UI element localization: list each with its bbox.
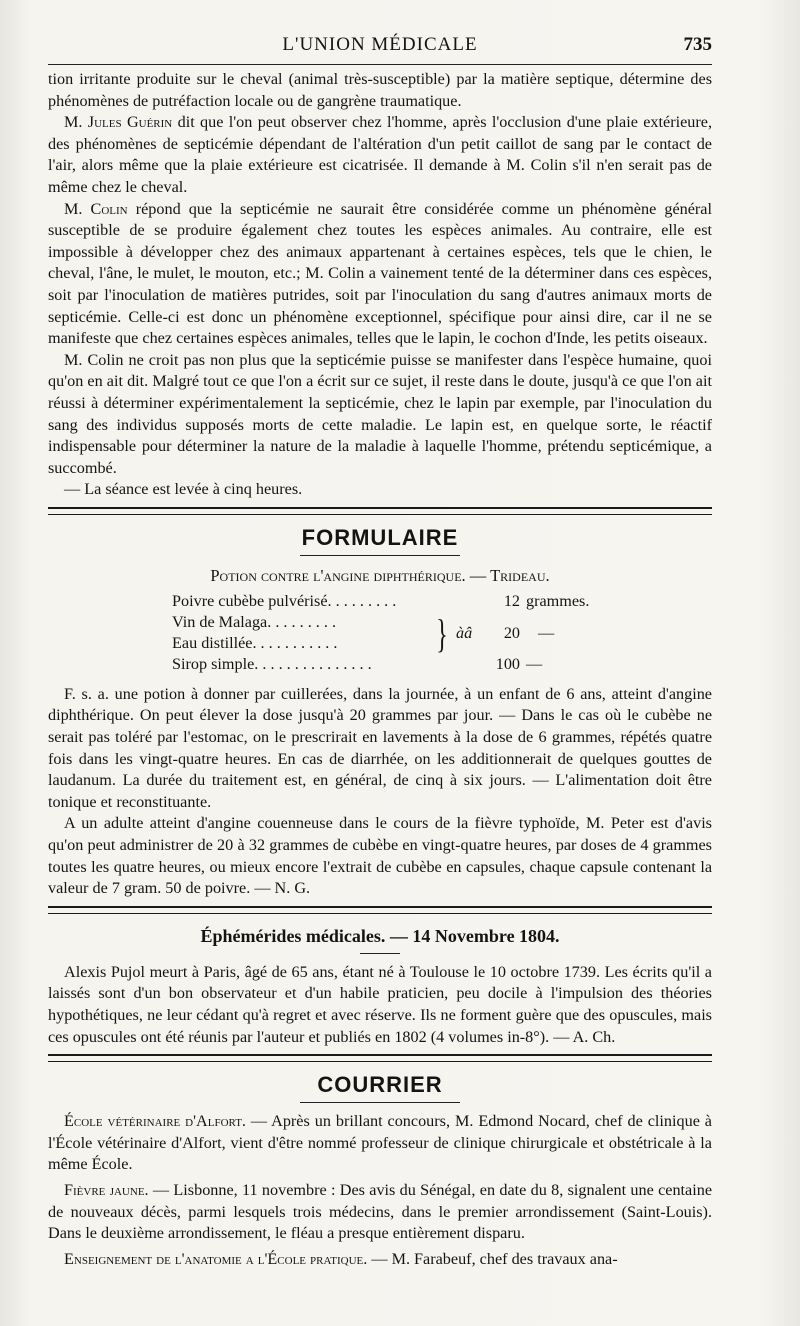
report-paragraph [48,112,712,198]
news-item [48,1249,712,1271]
session-closing: — La séance est levée à cinq heures. [64,480,303,499]
heading-underline [300,1102,460,1103]
recipe-title: Potion contre l'angine diphthérique. — Trideau. [210,565,550,585]
news-item-lead: École vétérinaire d'Alfort. [64,1112,246,1131]
news-item [48,1111,712,1176]
section-divider [48,906,712,914]
ephemerides-section [48,926,712,1048]
news-item [48,1180,712,1245]
ingredient-name: Vin de Malaga. . . . . . . . . [172,612,337,631]
heading-underline [360,953,400,954]
ingredient-group [172,610,712,656]
report-paragraph: tion irritante produite sur le cheval (animal très-susceptible) par la matière septique, détermine des phénomènes de putréfaction locale ou de gangrène traumatique. [48,70,712,110]
ingredient-row [172,634,428,655]
ingredient-row [172,592,712,613]
brace-glyph: } [436,610,448,656]
speaker-name: M. Colin [64,199,128,218]
speaker-name: M. Jules Guérin [64,113,173,132]
page-number: 735 [683,34,712,55]
report-paragraph: M. Colin ne croit pas non plus que la septicémie puisse se manifester dans l'espèce humaine, quoi qu'on en ait dit. Malgré tout ce que l'on a écrit sur ce sujet, il reste dans le doute, jusqu'à ce que l'on ait réussi à déterminer expérimentalement la septicémie, chez le lapin par exemple, par l'inoculation du sang des individus supposés morts de cette maladie. Le lapin est, en quelque sorte, le réactif indispensable pour déterminer la nature de la maladie à laquelle l'homme, prétendu septicémique, a succombé. [48,350,712,477]
society-report [48,69,712,501]
prescription [172,592,712,676]
header-rule [48,64,712,65]
journal-title: L'UNION MÉDICALE [282,34,478,55]
courrier-heading: COURRIER [317,1072,443,1098]
formulaire-heading: FORMULAIRE [301,524,459,550]
news-item-text: — M. Farabeuf, chef des travaux ana- [367,1249,618,1268]
ingredient-row [172,613,428,634]
news-item-text: — Après un brillant concours, M. Edmond Nocard, chef de clinique à l'École vétérinaire d'Alfort, vient d'être nommé professeur de clinique chirurgicale et obstétricale à la même École. [48,1112,712,1174]
paragraph-text: dit que l'on peut observer chez l'homme, après l'occlusion d'une plaie extérieure, des phénomènes de septicémie dépendant de l'altération d'un petit caillot de sang par le contact de l'air, alors même que la plaie extérieure est cicatrisée. Il demande à M. Colin s'il n'en serait pas de même chez le cheval. [48,113,712,196]
formulaire-section [48,525,712,900]
ephemerides-heading: Éphémérides médicales. — 14 Novembre 1804. [200,925,560,946]
ingredient-name: Sirop simple. . . . . . . . . . . . . . . [172,654,372,673]
formulaire-paragraph: F. s. a. une potion à donner par cuillerées, dans la journée, à un enfant de 6 ans, atteint d'angine diphthérique. On peut élever la dose jusqu'à 20 grammes par jour. — Dans le cas où le cubèbe ne serait pas toléré par l'estomac, on le prescrirait en lavements à la dose de 6 grammes, répétés quatre fois dans les vingt-quatre heures. En cas de diarrhée, on les additionnerait de quelques gouttes de laudanum. La durée du traitement est, en général, de cinq à six jours. — L'alimentation doit être tonique et reconstituante. [48,684,712,811]
ingredient-row [172,655,712,676]
report-paragraph [48,199,712,350]
paragraph-text: répond que la septicémie ne saurait être considérée comme un phénomène général susceptible de se produire également chez toutes les espèces animales. Au contraire, elle est impossible à développer chez des animaux appartenant à certaines espèces, tels que le chien, le cheval, l'âne, le mulet, le mouton, etc.; M. Colin a vainement tenté de la déterminer dans ces espèces, soit par l'inoculation de matières putrides, soit par l'inoculation du sang d'autres animaux morts de septicémie. Celle-ci est donc un phénomène exceptionnel, spécifique pour ainsi dire, car il ne se manifeste que chez certaines espèces animales, telles que le lapin, le cochon d'Inde, les petits oiseaux. [48,199,712,348]
section-divider [48,507,712,515]
section-divider [48,1054,712,1062]
news-item-lead: Fièvre jaune. [64,1180,149,1199]
ingredient-unit: — [526,654,543,673]
ingredient-quantity: 100 [495,654,520,673]
ingredient-quantity: 20 [503,624,520,643]
ephemerides-paragraph: Alexis Pujol meurt à Paris, âgé de 65 ans, étant né à Toulouse le 10 octobre 1739. Les écrits qu'il a laissés sont d'un bon observateur et d'un habile praticien, peu docile à l'impulsion des théories hypothétiques, ne leur cédant qu'à regret et avec réserve. Ils ne forment guère que des opuscules, mais ces opuscules ont été réunis par l'auteur et publiés en 1802 (4 volumes in-8°). — A. Ch. [48,962,712,1046]
courrier-section [48,1072,712,1270]
ingredient-quantity: 12 [503,591,520,610]
ingredient-name: Eau distillée. . . . . . . . . . . [172,633,338,652]
ingredient-unit: — [538,624,555,643]
ingredient-unit: grammes. [526,591,590,610]
news-item-text: — Lisbonne, 11 novembre : Des avis du Sénégal, en date du 8, signalent une centaine de nouveaux décès, parmi lesquels trois médecins, dans le premier arrondissement (Saint-Louis). Dans le deuxième arrondissement, le fléau a presque entièrement disparu. [48,1180,713,1243]
heading-underline [300,555,460,556]
formulaire-paragraph: A un adulte atteint d'angine couenneuse dans le cours de la fièvre typhoïde, M. Peter est d'avis qu'on peut administrer de 20 à 32 grammes de cubèbe en vingt-quatre heures, par doses de 4 grammes toutes les quatre heures, ou mieux encore l'extrait de cubèbe en capsules, chaque capsule contenant la valeur de 7 gram. 50 de poivre. — N. G. [48,814,712,898]
ingredient-name: Poivre cubèbe pulvérisé. . . . . . . . . [172,591,397,610]
news-item-lead: Enseignement de l'anatomie a l'École pratique. [64,1249,368,1268]
running-header [48,28,712,62]
ana-abbreviation: àâ [456,624,473,643]
